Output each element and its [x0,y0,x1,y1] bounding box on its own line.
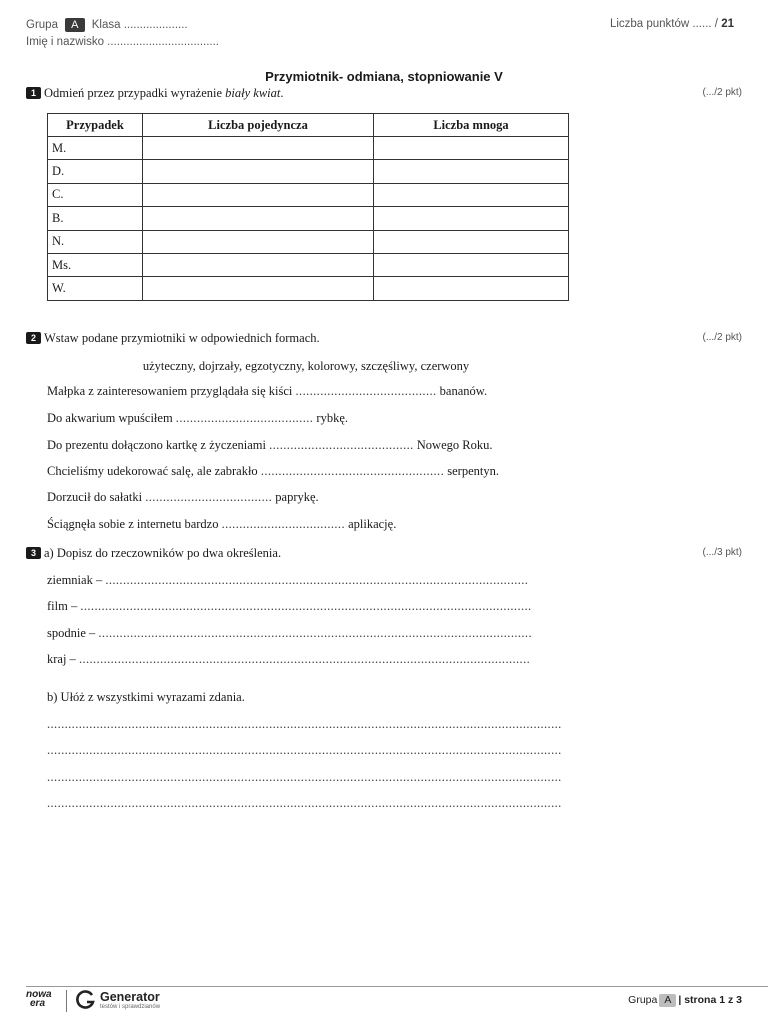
question-number: 3 [26,547,41,559]
sentence-end: Nowego Roku. [413,438,493,452]
answer-cell-singular[interactable] [143,253,374,276]
case-cell: N. [48,230,143,253]
sentence-end: bananów. [436,384,488,398]
generator-title: Generator [100,990,160,1004]
case-cell: D. [48,160,143,183]
case-cell: C. [48,183,143,206]
points-total: 21 [721,18,734,30]
sentence-line [47,438,492,453]
question-text-end: . [280,86,284,100]
points-separator: / [714,18,718,30]
sentence-line [47,411,348,426]
table-header-row [48,114,569,137]
table-row [48,253,569,276]
answer-blank[interactable]: ................................................................................................................................ [80,599,532,613]
sentence-start: Ściągnęła sobie z internetu bardzo [47,517,222,531]
answer-blank[interactable]: ......................................... [269,438,414,452]
answer-blank[interactable]: .................................... [145,490,273,504]
answer-cell-plural[interactable] [374,183,569,206]
column-header: Przypadek [48,114,143,137]
answer-cell-singular[interactable] [143,277,374,300]
case-cell: W. [48,277,143,300]
page-number: | strona 1 z 3 [678,994,742,1006]
column-header: Liczba mnoga [374,114,569,137]
question-text: Wstaw podane przymiotniki w odpowiednich formach. [44,331,320,345]
column-header: Liczba pojedyncza [143,114,374,137]
table-row [48,183,569,206]
answer-blank[interactable]: ........................................ [295,384,437,398]
case-cell: Ms. [48,253,143,276]
answer-cell-plural[interactable] [374,137,569,160]
answer-blank[interactable]: ................................................................................................................................ [78,652,531,666]
nowa-era-logo [26,990,52,1008]
generator-g-icon [76,990,96,1010]
case-cell: B. [48,207,143,230]
page-title: Przymiotnik- odmiana, stopniowanie V [265,69,503,84]
name-label: Imię i nazwisko [26,36,104,48]
question-2 [26,331,320,346]
answer-cell-singular[interactable] [143,160,374,183]
question-number: 2 [26,332,41,344]
points-row [610,18,734,30]
answer-cell-singular[interactable] [143,207,374,230]
table-row [48,137,569,160]
answer-cell-plural[interactable] [374,207,569,230]
class-label: Klasa [91,19,121,31]
sentence-line [47,464,499,479]
sentence-line [47,384,487,399]
question-phrase: biały kwiat [225,86,281,100]
sentence-start: Do akwarium wpuściłem [47,411,176,425]
answer-cell-plural[interactable] [374,253,569,276]
footer-divider [26,986,768,987]
group-label: Grupa [26,19,58,31]
noun-line [47,626,532,641]
answer-blank[interactable]: .................................................... [260,464,445,478]
answer-cell-singular[interactable] [143,230,374,253]
answer-blank[interactable]: ........................................................................................................................... [98,626,532,640]
question-text: Odmień przez przypadki wyrażenie [44,86,226,100]
answer-line[interactable]: .................................................................................................................................................. [47,770,562,784]
answer-cell-plural[interactable] [374,277,569,300]
answer-line[interactable]: .................................................................................................................................................. [47,743,562,757]
points-label: Liczba punktów [609,18,690,30]
sentence-start: Chcieliśmy udekorować salę, ale zabrakło [47,464,261,478]
question-1 [26,86,284,101]
question-3 [26,546,281,561]
points-field[interactable]: ...... [692,18,712,30]
case-cell: M. [48,137,143,160]
table-row [48,277,569,300]
sentence-start: Do prezentu dołączono kartkę z życzeniami [47,438,270,452]
answer-line[interactable]: .................................................................................................................................................. [47,796,562,810]
noun-word: film – [47,599,78,613]
question-number: 1 [26,87,41,99]
noun-word: kraj – [47,652,76,666]
table-row [48,230,569,253]
noun-line [47,573,528,588]
noun-line [47,652,530,667]
group-row [26,18,188,32]
sentence-end: serpentyn. [444,464,499,478]
logo-word-era: era [30,998,46,1009]
points-box: (.../2 pkt) [702,87,742,98]
group-badge: A [65,18,84,32]
answer-blank[interactable]: ....................................... [175,411,314,425]
task-b-text: b) Ułóż z wszystkimi wyrazami zdania. [47,690,245,704]
sentence-end: paprykę. [272,490,319,504]
sentence-line [47,517,396,532]
table-row [48,160,569,183]
answer-cell-singular[interactable] [143,183,374,206]
answer-blank[interactable]: ........................................................................................................................ [105,573,529,587]
name-row [26,36,219,48]
answer-line[interactable]: .................................................................................................................................................. [47,717,562,731]
page-info [628,994,742,1007]
answer-cell-plural[interactable] [374,230,569,253]
answer-cell-singular[interactable] [143,137,374,160]
noun-line [47,599,532,614]
points-box: (.../3 pkt) [702,547,742,558]
table-row [48,207,569,230]
cases-table [47,113,569,301]
sentence-end: aplikację. [344,517,397,531]
sentence-end: rybkę. [313,411,348,425]
points-box: (.../2 pkt) [702,332,742,343]
class-field[interactable]: .................... [123,19,188,31]
question-text: a) Dopisz do rzeczowników po dwa określenia. [44,546,282,560]
footer-group-label: Grupa [628,994,658,1006]
footer-group-badge: A [659,994,676,1007]
generator-subtitle: testów i sprawdzianów [100,1004,161,1010]
answer-blank[interactable]: ................................... [221,517,345,531]
noun-word: spodnie – [47,626,96,640]
noun-word: ziemniak – [47,573,103,587]
logo-word-nowa: nowa [26,989,52,1000]
name-field[interactable]: ................................... [107,36,219,48]
sentence-start: Małpka z zainteresowaniem przyglądała się kiści [47,384,296,398]
word-bank: użyteczny, dojrzały, egzotyczny, kolorowy, szczęśliwy, czerwony [142,359,470,373]
logo-separator [66,990,67,1012]
sentence-start: Dorzucił do sałatki [47,490,146,504]
answer-cell-plural[interactable] [374,160,569,183]
sentence-line [47,490,319,505]
